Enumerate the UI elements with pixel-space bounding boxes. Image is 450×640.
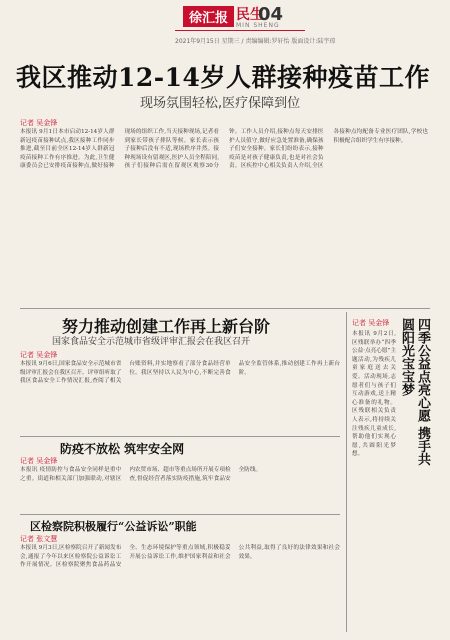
- section-title: 民生: [236, 7, 264, 23]
- article4-headline: 区检察院积极履行“公益诉讼”职能: [30, 520, 197, 533]
- masthead-info: 2021年9月15日 星期三 / 责编编辑:罗轩怡 版面设计:陆宇琼: [175, 38, 336, 45]
- main-byline: 记者 吴金锋: [20, 119, 58, 127]
- divider: [20, 308, 430, 309]
- page-number: 04: [258, 4, 284, 25]
- main-headline: 我区推动12-14岁人群接种疫苗工作: [16, 63, 430, 92]
- section-en: MIN SHENG: [236, 22, 280, 29]
- divider: [20, 436, 340, 437]
- sidebar-vertical-title: 四季公益点亮心愿 携手共圆阳光宝宝梦: [399, 318, 430, 466]
- main-body: 本报讯 9月1日本市启动12-14岁人群新冠疫苗接种试点,我区接种工作同步推进,截至目前全区12-14岁人群新冠疫苗接种工作有序推进。为此,卫生健康委员会已安排疫苗接种点,做好接种现场的组织工作,当天接种现场,记者看到家长带孩子排队等候。家长表示孩子接种后没有不适,现场秩序井然。接种现场设有留观区,医护人员全程陪同,孩子们接种后需在留观区观察30分钟。工作人员介绍,接种点每天安排医护人员值守,做好应急处置准备,确保孩子们安全接种。家长们纷纷表示,接种疫苗是对孩子健康负责,也是对社会负责。区疾控中心相关负责人介绍,全区各接种点均配备专业医疗团队,学校也积极配合组织学生有序接种。: [20, 129, 428, 170]
- divider: [20, 514, 340, 515]
- article2-subhead: 国家食品安全示范城市省级评审汇报会在我区召开: [52, 337, 251, 347]
- sidebar-body: 本报讯 9月2日,区残联举办“四季公益·点亮心愿”主题活动,为残疾儿童家庭送去关爱。活动现场,志愿者们与孩子们互动游戏,送上精心准备的礼物。区残联相关负责人表示,将持续关注残疾儿童成长,帮助他们实现心愿,共圆阳光梦想。: [352, 331, 396, 458]
- article3-headline: 防疫不放松 筑牢安全网: [60, 442, 185, 456]
- main-subhead: 现场氛围轻松,医疗保障到位: [140, 96, 301, 111]
- masthead-rule: [175, 30, 305, 31]
- article3-body: 本报讯 疫情防控与食品安全同样是重中之重。街道和相关部门加强联动,对辖区内农贸市场、超市等重点场所开展专项检查,督促经营者落实防疫措施,筑牢食品安全防线。: [20, 467, 262, 482]
- article4-byline: 记者 张文慧: [20, 535, 58, 543]
- paper-name: 徐汇报: [183, 6, 234, 27]
- sidebar-byline: 记者 吴金锋: [352, 319, 390, 327]
- masthead: [0, 0, 450, 48]
- article4-body: 本报讯 9月3日,区检察院召开了新闻发布会,通报了今年以来区检察院公益诉讼工作开展情况。区检察院聚焦食品药品安全、生态环境保护等重点领域,积极稳妥开展公益诉讼工作,维护国家利益和社会公共利益,取得了良好的法律效果和社会效果。: [20, 545, 340, 569]
- column-divider: [346, 312, 347, 632]
- article2-body: 本报讯 9月6日,国家食品安全示范城市省级评审汇报会在我区召开。评审组听取了我区食品安全工作情况汇报,查阅了相关台账资料,并实地察看了部分食品经营单位。我区坚持以人民为中心,不断完善食品安全监管体系,推动创建工作再上新台阶。: [20, 361, 340, 385]
- article2-byline: 记者 吴金锋: [20, 351, 58, 359]
- article2-headline: 努力推动创建工作再上新台阶: [62, 317, 271, 336]
- article3-byline: 记者 吴金锋: [20, 457, 58, 465]
